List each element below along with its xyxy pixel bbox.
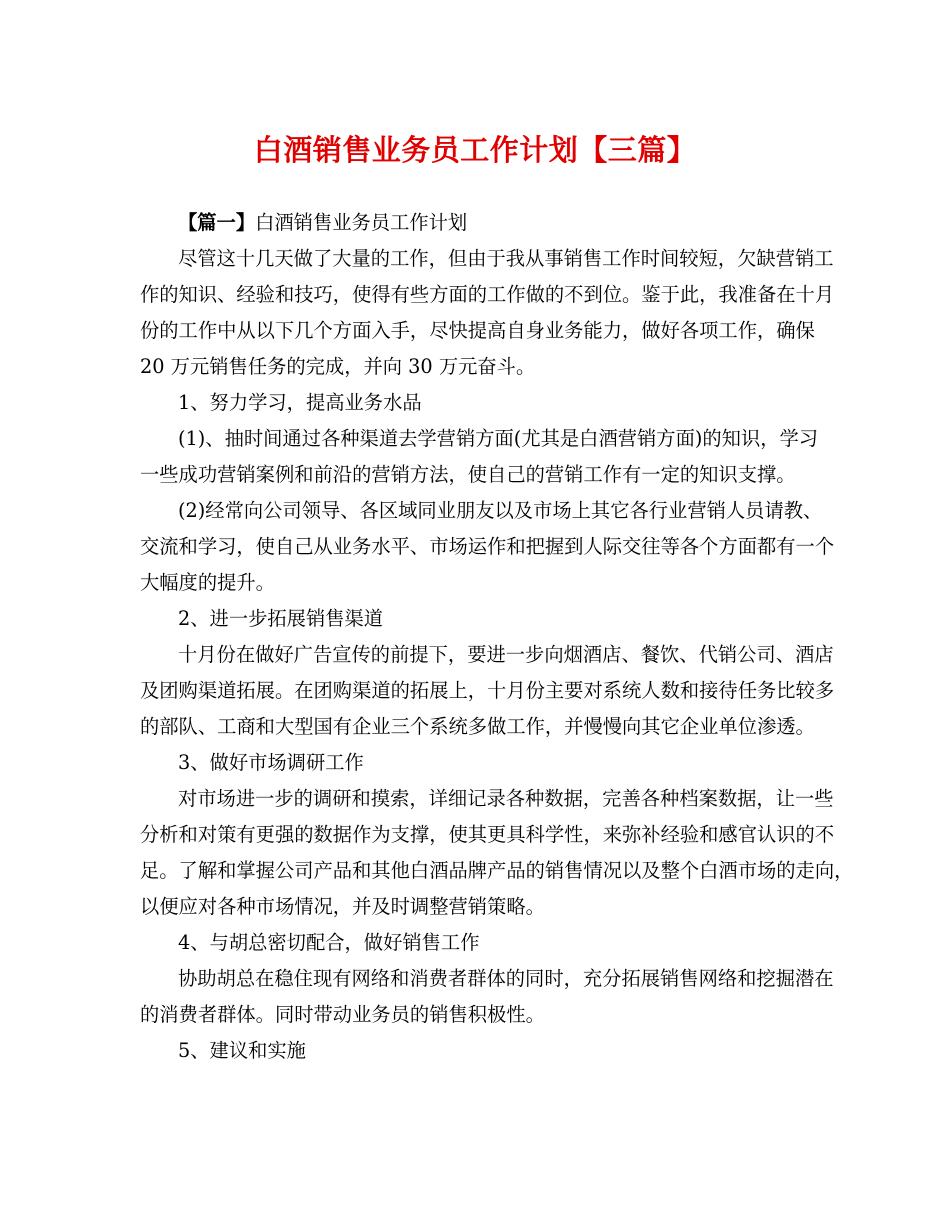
paragraph-line: 作的知识、经验和技巧，使得有些方面的工作做的不到位。鉴于此，我准备在十月 <box>140 283 835 306</box>
paragraph-line: 以便应对各种市场情况，并及时调整营销策略。 <box>140 895 545 918</box>
paragraph-line: (2)经常向公司领导、各区域同业朋友以及市场上其它各行业营销人员请教、 <box>178 499 823 522</box>
section-heading: 1、努力学习，提高业务水品 <box>178 391 422 414</box>
section-heading: 3、做好市场调研工作 <box>178 751 364 774</box>
document-title: 白酒销售业务员工作计划【三篇】 <box>253 133 697 167</box>
paragraph-line: 足。了解和掌握公司产品和其他白酒品牌产品的销售情况以及整个白酒市场的走向， <box>140 859 854 882</box>
section-heading: 5、建议和实施 <box>178 1039 306 1062</box>
paragraph-line: (1)、抽时间通过各种渠道去学营销方面(尤其是白酒营销方面)的知识，学习 <box>178 427 819 450</box>
section-heading: 2、进一步拓展销售渠道 <box>178 607 384 630</box>
paragraph-line: 对市场进一步的调研和摸索，详细记录各种数据，完善各种档案数据，让一些 <box>178 787 834 810</box>
part1-heading <box>178 208 467 238</box>
paragraph-line: 大幅度的提升。 <box>140 571 275 594</box>
part1-title: 白酒销售业务员工作计划 <box>255 211 468 234</box>
paragraph-line: 协助胡总在稳住现有网络和消费者群体的同时，充分拓展销售网络和挖掘潜在 <box>178 967 834 990</box>
paragraph-line: 交流和学习，使自己从业务水平、市场运作和把握到人际交往等各个方面都有一个 <box>140 535 835 558</box>
paragraph-line: 份的工作中从以下几个方面入手，尽快提高自身业务能力，做好各项工作，确保 <box>140 319 815 342</box>
paragraph-line: 尽管这十几天做了大量的工作，但由于我从事销售工作时间较短，欠缺营销工 <box>178 247 834 270</box>
paragraph-line: 一些成功营销案例和前沿的营销方法，使自己的营销工作有一定的知识支撑。 <box>140 463 796 486</box>
paragraph-line: 分析和对策有更强的数据作为支撑，使其更具科学性，来弥补经验和感官认识的不 <box>140 823 835 846</box>
part1-label: 【篇一】 <box>178 211 256 234</box>
paragraph-line: 20 万元销售任务的完成，并向 30 万元奋斗。 <box>140 355 536 378</box>
paragraph-line: 及团购渠道拓展。在团购渠道的拓展上，十月份主要对系统人数和接待任务比较多 <box>140 679 835 702</box>
paragraph-line: 十月份在做好广告宣传的前提下，要进一步向烟酒店、餐饮、代销公司、酒店 <box>178 643 834 666</box>
paragraph-line: 的部队、工商和大型国有企业三个系统多做工作，并慢慢向其它企业单位渗透。 <box>140 715 815 738</box>
paragraph-line: 的消费者群体。同时带动业务员的销售积极性。 <box>140 1003 545 1026</box>
section-heading: 4、与胡总密切配合，做好销售工作 <box>178 931 480 954</box>
